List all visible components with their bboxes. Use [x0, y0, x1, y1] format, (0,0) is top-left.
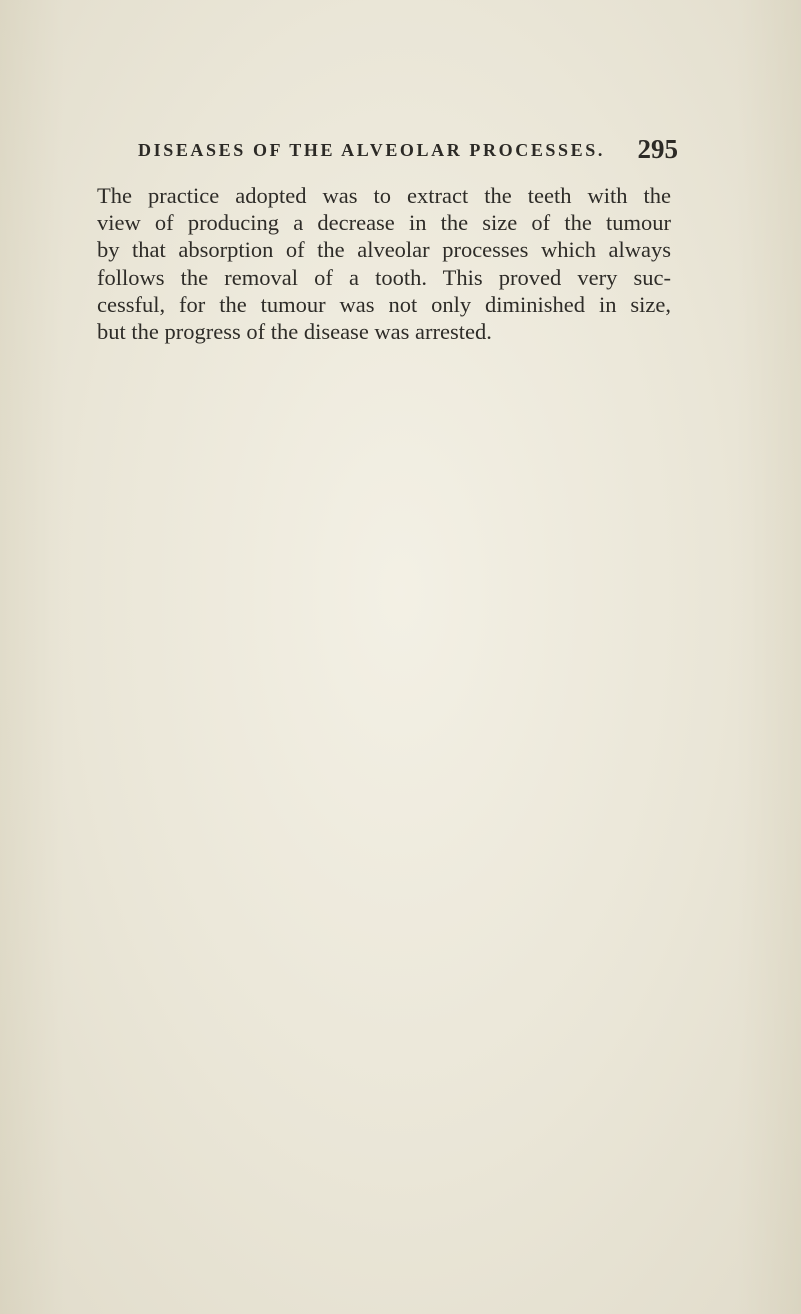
body-paragraph [97, 182, 671, 345]
running-head [138, 136, 678, 176]
text-line: cessful, for the tumour was not only diminished in size, [97, 291, 671, 317]
text-line: The practice adopted was to extract the teeth with the [97, 183, 671, 208]
text-line: by that absorption of the alveolar processes which always [97, 237, 671, 263]
running-head-title: DISEASES OF THE ALVEOLAR PROCESSES. [138, 140, 605, 160]
text-line: but the progress of the disease was arrested. [97, 319, 492, 345]
text-line: follows the removal of a tooth. This proved very suc- [97, 264, 671, 290]
page-number: 295 [637, 134, 678, 164]
text-line: view of producing a decrease in the size of the tumour [97, 210, 671, 236]
